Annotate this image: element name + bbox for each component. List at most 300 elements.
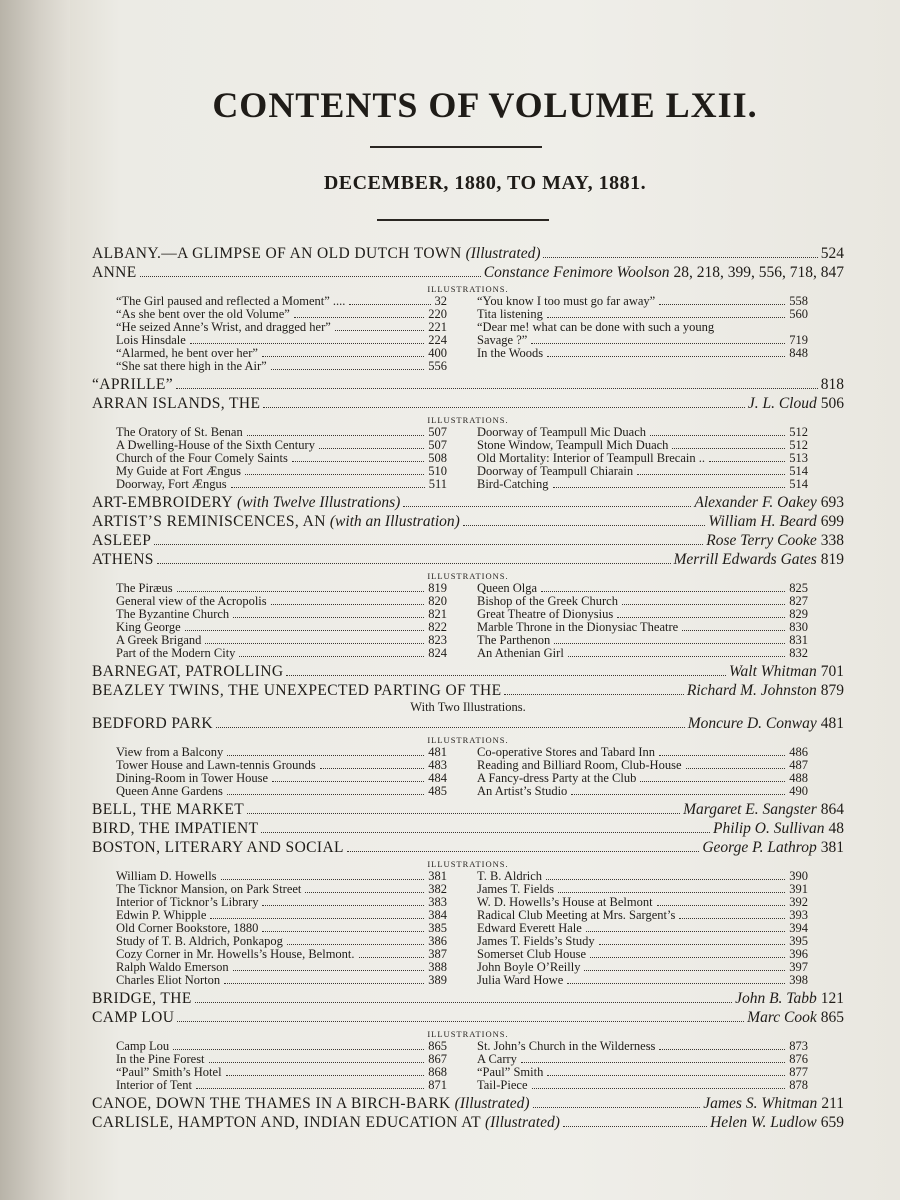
dot-leader bbox=[546, 879, 785, 880]
dot-leader bbox=[196, 1088, 424, 1089]
illustration-title: The Ticknor Mansion, on Park Street bbox=[116, 882, 302, 896]
entry-author: George P. Lathrop bbox=[702, 839, 817, 856]
illustration-item bbox=[116, 1079, 447, 1092]
illustration-title: An Athenian Girl bbox=[477, 646, 564, 660]
illustration-title: Bishop of the Greek Church bbox=[477, 594, 618, 608]
dot-leader bbox=[347, 851, 699, 852]
illustration-title: Dining-Room in Tower House bbox=[116, 771, 269, 785]
illustration-page: 865 bbox=[428, 1039, 447, 1053]
contents-entry bbox=[92, 1113, 844, 1132]
illustration-item bbox=[477, 1040, 808, 1053]
illustration-page: 821 bbox=[428, 607, 447, 621]
dot-leader bbox=[320, 768, 424, 769]
illustration-page: 822 bbox=[428, 620, 447, 634]
illustration-title: “You know I too must go far away” bbox=[477, 294, 656, 308]
illustration-page: 512 bbox=[789, 425, 808, 439]
illustration-title: “Dear me! what can be done with such a young bbox=[477, 320, 715, 334]
dot-leader bbox=[271, 604, 425, 605]
illustration-page: 878 bbox=[789, 1078, 808, 1092]
illustrations-list bbox=[116, 426, 808, 491]
illustration-page: 820 bbox=[428, 594, 447, 608]
illustrations-heading: ILLUSTRATIONS. bbox=[427, 284, 509, 294]
illustrations-list bbox=[116, 582, 808, 660]
illustration-title: Edwin P. Whipple bbox=[116, 908, 207, 922]
entry-author: Helen W. Ludlow bbox=[710, 1114, 817, 1131]
illustration-page: 830 bbox=[789, 620, 808, 634]
illustration-title: The Parthenon bbox=[477, 633, 551, 647]
illustration-title: James T. Fields’s Study bbox=[477, 934, 595, 948]
dot-leader bbox=[335, 330, 424, 331]
contents-list bbox=[92, 244, 844, 1132]
entry-author: Philip O. Sullivan bbox=[712, 820, 825, 837]
illustration-page: 393 bbox=[789, 908, 808, 922]
illustration-page: 507 bbox=[428, 438, 447, 452]
entry-note: (with Twelve Illustrations) bbox=[237, 494, 401, 511]
illustrations-list bbox=[116, 870, 808, 987]
entry-author: Alexander F. Oakey bbox=[694, 494, 817, 511]
illustration-title: W. D. Howells’s House at Belmont bbox=[477, 895, 653, 909]
illustration-title: Savage ?” bbox=[477, 333, 528, 347]
dot-leader bbox=[262, 905, 424, 906]
illustration-page: 719 bbox=[789, 333, 808, 347]
illustrations-column-right bbox=[477, 295, 808, 373]
illustration-page: 514 bbox=[789, 464, 808, 478]
illustrations-column-right bbox=[477, 582, 808, 660]
dot-leader bbox=[245, 474, 424, 475]
illustration-page: 32 bbox=[434, 294, 447, 308]
illustration-title: Ralph Waldo Emerson bbox=[116, 960, 229, 974]
entry-pages: 506 bbox=[820, 395, 844, 412]
dot-leader bbox=[349, 304, 430, 305]
dot-leader bbox=[287, 944, 424, 945]
illustration-page: 871 bbox=[428, 1078, 447, 1092]
illustration-page: 508 bbox=[428, 451, 447, 465]
illustration-title: Great Theatre of Dionysius bbox=[477, 607, 614, 621]
dot-leader bbox=[532, 1088, 786, 1089]
illustration-title: The Byzantine Church bbox=[116, 607, 230, 621]
illustration-page: 868 bbox=[428, 1065, 447, 1079]
entry-title: BEAZLEY TWINS, THE UNEXPECTED PARTING OF THE bbox=[92, 682, 502, 699]
illustration-page: 823 bbox=[428, 633, 447, 647]
dot-leader bbox=[272, 781, 424, 782]
illustration-title: Interior of Ticknor’s Library bbox=[116, 895, 259, 909]
illustration-page: 484 bbox=[428, 771, 447, 785]
illustration-title: “Paul” Smith’s Hotel bbox=[116, 1065, 222, 1079]
dot-leader bbox=[195, 1002, 732, 1003]
dot-leader bbox=[553, 487, 786, 488]
illustration-page: 876 bbox=[789, 1052, 808, 1066]
entry-pages: 699 bbox=[820, 513, 844, 530]
illustration-page: 396 bbox=[789, 947, 808, 961]
dot-leader bbox=[210, 918, 424, 919]
illustration-item bbox=[116, 647, 447, 660]
dot-leader bbox=[599, 944, 786, 945]
dot-leader bbox=[226, 1075, 425, 1076]
dot-leader bbox=[568, 656, 785, 657]
dot-leader bbox=[294, 317, 424, 318]
dot-leader bbox=[247, 435, 425, 436]
entry-pages: 693 bbox=[820, 494, 844, 511]
illustrations-heading: ILLUSTRATIONS. bbox=[427, 571, 509, 581]
illustration-title: King George bbox=[116, 620, 181, 634]
dot-leader bbox=[563, 1126, 707, 1127]
illustration-title: James T. Fields bbox=[477, 882, 554, 896]
illustration-page: 831 bbox=[789, 633, 808, 647]
dot-leader bbox=[292, 461, 424, 462]
illustration-title: A Dwelling-House of the Sixth Century bbox=[116, 438, 315, 452]
entry-pages: 879 bbox=[820, 682, 844, 699]
dot-leader bbox=[239, 656, 424, 657]
entry-pages: 819 bbox=[820, 551, 844, 568]
dot-leader bbox=[586, 931, 785, 932]
contents-entry bbox=[92, 800, 844, 819]
dot-leader bbox=[679, 918, 785, 919]
illustration-page: 560 bbox=[789, 307, 808, 321]
dot-leader bbox=[221, 879, 425, 880]
contents-entry bbox=[92, 1094, 844, 1113]
contents-entry bbox=[92, 531, 844, 550]
illustration-title: “She sat there high in the Air” bbox=[116, 359, 267, 373]
dot-leader bbox=[554, 643, 785, 644]
illustration-item bbox=[116, 785, 447, 798]
dot-leader bbox=[227, 794, 424, 795]
illustrations-column-right bbox=[477, 746, 808, 798]
dot-leader bbox=[543, 257, 817, 258]
illustration-title: Edward Everett Hale bbox=[477, 921, 582, 935]
illustration-page: 400 bbox=[428, 346, 447, 360]
entry-pages: 28, 218, 399, 556, 718, 847 bbox=[673, 264, 844, 281]
illustration-title: General view of the Acropolis bbox=[116, 594, 267, 608]
illustration-page: 877 bbox=[789, 1065, 808, 1079]
illustration-title: The Piræus bbox=[116, 581, 173, 595]
illustration-page: 384 bbox=[428, 908, 447, 922]
entry-note: (Illustrated) bbox=[465, 245, 541, 262]
illustration-title: Marble Throne in the Dionysiac Theatre bbox=[477, 620, 679, 634]
illustration-item bbox=[477, 1079, 808, 1092]
illustration-page: 507 bbox=[428, 425, 447, 439]
entry-title: BELL, THE MARKET bbox=[92, 801, 245, 818]
dot-leader bbox=[541, 591, 785, 592]
subtitle-rule bbox=[377, 219, 549, 221]
illustration-title: Radical Club Meeting at Mrs. Sargent’s bbox=[477, 908, 676, 922]
dot-leader bbox=[521, 1062, 785, 1063]
dot-leader bbox=[140, 276, 481, 277]
dot-leader bbox=[261, 832, 710, 833]
illustration-title: Old Mortality: Interior of Teampull Brecain .. bbox=[477, 451, 706, 465]
illustration-page: 221 bbox=[428, 320, 447, 334]
entry-title: ART-EMBROIDERY bbox=[92, 494, 234, 511]
dot-leader bbox=[216, 727, 685, 728]
dot-leader bbox=[547, 1075, 785, 1076]
page-title: CONTENTS OF VOLUME LXII. bbox=[212, 85, 758, 125]
illustration-item bbox=[116, 478, 447, 491]
illustration-page: 488 bbox=[789, 771, 808, 785]
dot-leader bbox=[271, 369, 425, 370]
dot-leader bbox=[286, 675, 726, 676]
dot-leader bbox=[403, 506, 691, 507]
dot-leader bbox=[231, 487, 425, 488]
illustrations-column-left bbox=[116, 426, 447, 491]
entry-author: Richard M. Johnston bbox=[686, 682, 817, 699]
dot-leader bbox=[547, 356, 785, 357]
contents-entry bbox=[92, 714, 844, 733]
entry-author: Marc Cook bbox=[747, 1009, 817, 1026]
entry-title: CAMP LOU bbox=[92, 1009, 175, 1026]
entry-author: Moncure D. Conway bbox=[687, 715, 817, 732]
illustrations-column-right bbox=[477, 870, 808, 987]
illustration-page: 512 bbox=[789, 438, 808, 452]
illustration-title: Doorway of Teampull Mic Duach bbox=[477, 425, 646, 439]
entry-pages: 818 bbox=[820, 376, 844, 393]
illustration-title: Camp Lou bbox=[116, 1039, 170, 1053]
entry-title: ASLEEP bbox=[92, 532, 152, 549]
contents-entry bbox=[92, 394, 844, 413]
illustration-page: 390 bbox=[789, 869, 808, 883]
illustration-page: 382 bbox=[428, 882, 447, 896]
illustration-page: 388 bbox=[428, 960, 447, 974]
entry-title: ALBANY.—A GLIMPSE OF AN OLD DUTCH TOWN bbox=[92, 245, 462, 262]
illustration-page: 483 bbox=[428, 758, 447, 772]
dot-leader bbox=[173, 1049, 424, 1050]
dot-leader bbox=[359, 957, 425, 958]
dot-leader bbox=[531, 343, 785, 344]
dot-leader bbox=[154, 544, 703, 545]
dot-leader bbox=[590, 957, 785, 958]
illustrations-column-left bbox=[116, 746, 447, 798]
entry-pages: 381 bbox=[820, 839, 844, 856]
illustration-title: Tita listening bbox=[477, 307, 543, 321]
entry-title: ATHENS bbox=[92, 551, 154, 568]
illustration-title: Part of the Modern City bbox=[116, 646, 236, 660]
entry-author: J. L. Cloud bbox=[747, 395, 817, 412]
illustration-title: Lois Hinsdale bbox=[116, 333, 186, 347]
entry-title: CANOE, DOWN THE THAMES IN A BIRCH-BARK bbox=[92, 1095, 451, 1112]
illustration-page: 381 bbox=[428, 869, 447, 883]
dot-leader bbox=[176, 388, 818, 389]
dot-leader bbox=[177, 1021, 744, 1022]
illustration-title: St. John’s Church in the Wilderness bbox=[477, 1039, 656, 1053]
entry-pages: 48 bbox=[828, 820, 844, 837]
illustration-title: Interior of Tent bbox=[116, 1078, 192, 1092]
entry-title: ANNE bbox=[92, 264, 137, 281]
dot-leader bbox=[637, 474, 785, 475]
dot-leader bbox=[657, 905, 786, 906]
illustration-title: William D. Howells bbox=[116, 869, 217, 883]
dot-leader bbox=[463, 525, 706, 526]
dot-leader bbox=[650, 435, 785, 436]
entry-title: BARNEGAT, PATROLLING bbox=[92, 663, 284, 680]
dot-leader bbox=[571, 794, 785, 795]
illustration-page: 873 bbox=[789, 1039, 808, 1053]
illustration-title: T. B. Aldrich bbox=[477, 869, 543, 883]
illustration-item bbox=[477, 478, 808, 491]
illustration-page: 514 bbox=[789, 477, 808, 491]
illustrations-column-left bbox=[116, 1040, 447, 1092]
book-page bbox=[70, 0, 900, 1200]
illustration-page: 510 bbox=[428, 464, 447, 478]
entry-pages: 864 bbox=[820, 801, 844, 818]
contents-entry bbox=[92, 662, 844, 681]
illustrations-heading: ILLUSTRATIONS. bbox=[427, 859, 509, 869]
dot-leader bbox=[659, 304, 785, 305]
illustration-page: 387 bbox=[428, 947, 447, 961]
illustration-title: “The Girl paused and reflected a Moment” .... bbox=[116, 294, 346, 308]
entry-author: Rose Terry Cooke bbox=[706, 532, 817, 549]
illustration-title: In the Pine Forest bbox=[116, 1052, 205, 1066]
volume-date-range: DECEMBER, 1880, TO MAY, 1881. bbox=[323, 172, 647, 194]
dot-leader bbox=[584, 970, 785, 971]
illustration-page: 224 bbox=[428, 333, 447, 347]
dot-leader bbox=[672, 448, 785, 449]
dot-leader bbox=[659, 1049, 785, 1050]
illustration-title: Tail-Piece bbox=[477, 1078, 528, 1092]
illustration-page: 385 bbox=[428, 921, 447, 935]
illustration-page: 395 bbox=[789, 934, 808, 948]
entry-title: BOSTON, LITERARY AND SOCIAL bbox=[92, 839, 344, 856]
entry-title: ARRAN ISLANDS, THE bbox=[92, 395, 261, 412]
illustrations-list bbox=[116, 746, 808, 798]
illustration-item bbox=[116, 360, 447, 373]
entry-pages: 121 bbox=[820, 990, 844, 1007]
contents-entry bbox=[92, 1008, 844, 1027]
illustration-item bbox=[116, 974, 447, 987]
illustration-page: 867 bbox=[428, 1052, 447, 1066]
illustration-page: 511 bbox=[428, 477, 447, 491]
entry-pages: 211 bbox=[821, 1095, 844, 1112]
entry-title: BEDFORD PARK bbox=[92, 715, 213, 732]
illustration-title: “As she bent over the old Volume” bbox=[116, 307, 290, 321]
illustration-page: 556 bbox=[428, 359, 447, 373]
dot-leader bbox=[547, 317, 785, 318]
dot-leader bbox=[659, 755, 785, 756]
illustration-page: 487 bbox=[789, 758, 808, 772]
illustration-title: Old Corner Bookstore, 1880 bbox=[116, 921, 259, 935]
contents-entry bbox=[92, 493, 844, 512]
illustration-title: Doorway of Teampull Chiarain bbox=[477, 464, 634, 478]
illustration-page: 824 bbox=[428, 646, 447, 660]
illustrations-list bbox=[116, 1040, 808, 1092]
illustration-title: Reading and Billiard Room, Club-House bbox=[477, 758, 682, 772]
illustration-page: 827 bbox=[789, 594, 808, 608]
illustrations-list bbox=[116, 295, 808, 373]
illustration-title: “He seized Anne’s Wrist, and dragged her” bbox=[116, 320, 331, 334]
entry-title: BRIDGE, THE bbox=[92, 990, 192, 1007]
illustration-page: 220 bbox=[428, 307, 447, 321]
illustration-item bbox=[477, 647, 808, 660]
dot-leader bbox=[567, 983, 785, 984]
illustration-page: 389 bbox=[428, 973, 447, 987]
dot-leader bbox=[305, 892, 424, 893]
illustration-title: John Boyle O’Reilly bbox=[477, 960, 581, 974]
illustration-note: With Two Illustrations. bbox=[410, 700, 526, 714]
illustration-item bbox=[477, 785, 808, 798]
dot-leader bbox=[262, 931, 424, 932]
dot-leader bbox=[504, 694, 683, 695]
illustration-page: 825 bbox=[789, 581, 808, 595]
dot-leader bbox=[209, 1062, 425, 1063]
illustration-page: 832 bbox=[789, 646, 808, 660]
entry-author: Margaret E. Sangster bbox=[683, 801, 817, 818]
illustration-page: 819 bbox=[428, 581, 447, 595]
illustration-page: 398 bbox=[789, 973, 808, 987]
illustration-title: A Carry bbox=[477, 1052, 517, 1066]
entry-author: Merrill Edwards Gates bbox=[673, 551, 817, 568]
dot-leader bbox=[177, 591, 425, 592]
entry-title: “APRILLE” bbox=[92, 376, 174, 393]
dot-leader bbox=[247, 813, 680, 814]
illustration-page: 481 bbox=[428, 745, 447, 759]
illustration-title: Bird-Catching bbox=[477, 477, 549, 491]
entry-pages: 865 bbox=[820, 1009, 844, 1026]
illustration-page: 397 bbox=[789, 960, 808, 974]
illustration-title: Stone Window, Teampull Mich Duach bbox=[477, 438, 669, 452]
illustrations-column-left bbox=[116, 295, 447, 373]
contents-entry bbox=[92, 375, 844, 394]
entry-author: Constance Fenimore Woolson bbox=[483, 264, 670, 281]
illustration-title: Co-operative Stores and Tabard Inn bbox=[477, 745, 656, 759]
illustration-title: Charles Eliot Norton bbox=[116, 973, 221, 987]
contents-entry bbox=[92, 838, 844, 857]
illustration-title: Doorway, Fort Ængus bbox=[116, 477, 227, 491]
dot-leader bbox=[227, 755, 424, 756]
illustration-title: My Guide at Fort Ængus bbox=[116, 464, 241, 478]
dot-leader bbox=[190, 343, 424, 344]
illustrations-column-left bbox=[116, 870, 447, 987]
dot-leader bbox=[558, 892, 785, 893]
illustration-page: 558 bbox=[789, 294, 808, 308]
illustration-title: Queen Olga bbox=[477, 581, 538, 595]
illustration-title: “Paul” Smith bbox=[477, 1065, 544, 1079]
illustration-page: 513 bbox=[789, 451, 808, 465]
illustration-title: Church of the Four Comely Saints bbox=[116, 451, 288, 465]
illustration-title: A Fancy-dress Party at the Club bbox=[477, 771, 637, 785]
entry-pages: 481 bbox=[820, 715, 844, 732]
illustrations-heading: ILLUSTRATIONS. bbox=[427, 735, 509, 745]
dot-leader bbox=[233, 617, 424, 618]
dot-leader bbox=[224, 983, 424, 984]
illustration-title: Cozy Corner in Mr. Howells’s House, Belmont. bbox=[116, 947, 355, 961]
entry-author: John B. Tabb bbox=[735, 990, 817, 1007]
illustration-page: 829 bbox=[789, 607, 808, 621]
illustration-page: 386 bbox=[428, 934, 447, 948]
dot-leader bbox=[709, 461, 785, 462]
illustration-title: Tower House and Lawn-tennis Grounds bbox=[116, 758, 316, 772]
illustration-page: 383 bbox=[428, 895, 447, 909]
contents-entry bbox=[92, 512, 844, 531]
entry-pages: 701 bbox=[820, 663, 844, 680]
illustration-title: The Oratory of St. Benan bbox=[116, 425, 243, 439]
illustration-item bbox=[477, 974, 808, 987]
illustration-page: 486 bbox=[789, 745, 808, 759]
illustration-title: Julia Ward Howe bbox=[477, 973, 564, 987]
illustration-page: 394 bbox=[789, 921, 808, 935]
illustration-title: View from a Balcony bbox=[116, 745, 224, 759]
entry-author: William H. Beard bbox=[708, 513, 817, 530]
illustration-page: 485 bbox=[428, 784, 447, 798]
illustration-page: 490 bbox=[789, 784, 808, 798]
contents-entry bbox=[92, 681, 844, 700]
entry-title: CARLISLE, HAMPTON AND, INDIAN EDUCATION AT bbox=[92, 1114, 481, 1131]
dot-leader bbox=[157, 563, 671, 564]
entry-pages: 659 bbox=[820, 1114, 844, 1131]
entry-author: Walt Whitman bbox=[729, 663, 817, 680]
dot-leader bbox=[617, 617, 785, 618]
illustration-page: 392 bbox=[789, 895, 808, 909]
contents-entry bbox=[92, 989, 844, 1008]
dot-leader bbox=[319, 448, 424, 449]
contents-entry bbox=[92, 244, 844, 263]
illustration-title: “Alarmed, he bent over her” bbox=[116, 346, 258, 360]
